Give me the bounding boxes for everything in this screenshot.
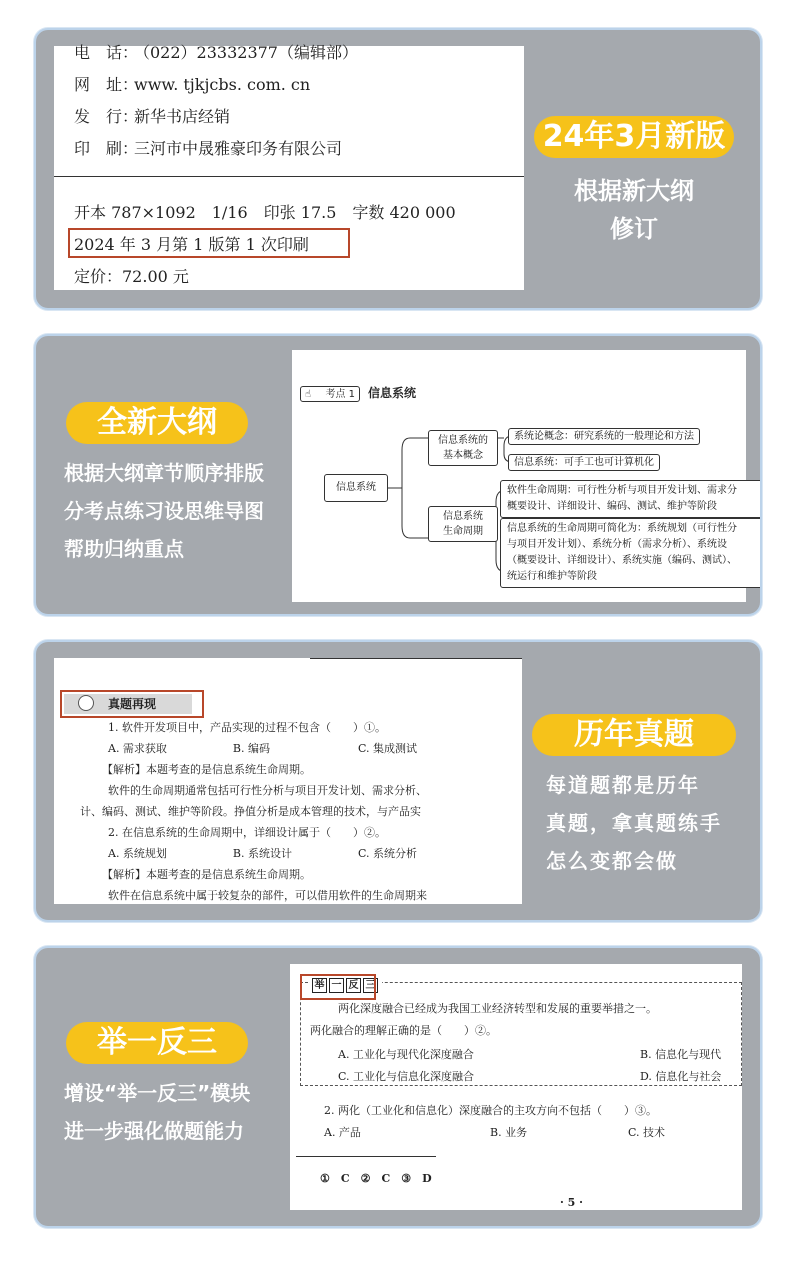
distribution-line: 发 行：新华书店经销 <box>74 107 231 126</box>
tag-highlight <box>300 974 376 1000</box>
point-title: 信息系统 <box>368 386 417 400</box>
spec-line: 开本 787×1092 1/16 印张 17.5 字数 420 000 <box>74 203 456 222</box>
answer-key: ① C ② C ③ D <box>320 1172 432 1185</box>
leaf-systems-theory: 系统论概念：研究系统的一般理论和方法 <box>508 428 700 445</box>
question-1: 1. 软件开发项目中，产品实现的过程不包含（ ）①。 <box>108 721 386 734</box>
leaf-software-lifecycle: 软件生命周期：可行性分析与项目开发计划、需求分 概要设计、详细设计、编码、测试、维护等阶段 <box>500 480 762 518</box>
exam-page <box>54 658 522 904</box>
price-line: 定价：72.00 元 <box>74 267 189 286</box>
branch-lifecycle: 信息系统 生命周期 <box>428 506 498 542</box>
card-new-edition <box>34 28 762 310</box>
practice-q1-option-b: B. 信息化与现代 <box>640 1048 722 1061</box>
new-outline-pill: 全新大纲 <box>66 402 248 444</box>
copyright-page <box>54 43 524 290</box>
tag-highlight <box>60 690 204 718</box>
analysis-1: 【解析】本题考查的是信息系统生命周期。 <box>102 763 311 776</box>
practice-q1-stem-2: 两化融合的理解正确的是（ ）②。 <box>310 1024 497 1037</box>
practice-q1-option-c: C. 工业化与信息化深度融合 <box>338 1070 475 1083</box>
point-tag: ☝ 考点 1 <box>300 386 360 402</box>
analysis-1-body: 软件的生命周期通常包括可行性分析与项目开发计划、需求分析、 <box>108 784 427 797</box>
practice-q2-stem: 2. 两化（工业化和信息化）深度融合的主攻方向不包括（ ）③。 <box>324 1104 657 1117</box>
practice-q2-option-a: A. 产品 <box>324 1126 361 1139</box>
phone-line: 电 话：（022）23332377（编辑部） <box>74 43 358 62</box>
divider <box>54 176 524 177</box>
practice-q1-option-d: D. 信息化与社会 <box>640 1070 722 1083</box>
mindmap-page <box>292 350 746 602</box>
hand-icon: ☝ <box>305 389 312 400</box>
root-node: 信息系统 <box>324 474 388 502</box>
analysis-1-body-2: 计、编码、测试、维护等阶段。挣值分析是成本管理的技术，与产品实 <box>80 805 421 818</box>
new-outline-desc: 根据大纲章节顺序排版 分考点练习设思维导图 帮助归纳重点 <box>64 461 264 561</box>
new-edition-desc: 根据新大纲 修订 <box>574 177 694 243</box>
website-line: 网 址：www. tjkjcbs. com. cn <box>74 75 311 94</box>
analysis-2: 【解析】本题考查的是信息系统生命周期。 <box>102 868 311 881</box>
exam-tag: 真题再现 <box>64 694 192 714</box>
page-number: · 5 · <box>560 1196 583 1209</box>
leaf-simplified-lifecycle: 信息系统的生命周期可简化为：系统规划（可行性分 与项目开发计划）、系统分析（需求分析）、系统设 （概要设计、详细设计）、系统实施（编码、测试）、 统运行和维护等阶段 <box>500 518 762 588</box>
top-rule <box>310 658 522 659</box>
card-past-exams <box>34 640 762 922</box>
apply-knowledge-desc: 增设“举一反三”模块 进一步强化做题能力 <box>64 1081 251 1143</box>
practice-q2-option-b: B. 业务 <box>490 1126 528 1139</box>
leaf-information-system: 信息系统：可手工也可计算机化 <box>508 454 660 471</box>
printer-line: 印 刷：三河市中晟雅豪印务有限公司 <box>74 139 343 158</box>
answer-rule <box>296 1156 436 1157</box>
question-2: 2. 在信息系统的生命周期中，详细设计属于（ ）②。 <box>108 826 386 839</box>
practice-q1-option-a: A. 工业化与现代化深度融合 <box>338 1048 474 1061</box>
new-edition-pill: 24年3月新版 <box>534 116 734 158</box>
practice-tag: 举 一 反 三 <box>310 978 382 993</box>
practice-q1-stem: 两化深度融合已经成为我国工业经济转型和发展的重要举措之一。 <box>338 1002 657 1015</box>
past-exams-desc: 每道题都是历年 真题，拿真题练手 怎么变都会做 <box>546 773 722 873</box>
question-2-options: A. 系统规划 B. 系统设计 C. 系统分析 <box>108 847 418 860</box>
edition-line: 2024 年 3 月第 1 版第 1 次印刷 <box>74 235 309 254</box>
apply-knowledge-pill: 举一反三 <box>66 1022 248 1064</box>
card-new-outline <box>34 334 762 616</box>
question-1-options: A. 需求获取 B. 编码 C. 集成测试 <box>108 742 418 755</box>
practice-q2-option-c: C. 技术 <box>628 1126 666 1139</box>
practice-page <box>290 964 742 1210</box>
analysis-2-body: 软件在信息系统中属于较复杂的部件，可以借用软件的生命周期来 <box>108 889 427 902</box>
edition-highlight <box>68 228 350 258</box>
past-exams-pill: 历年真题 <box>532 714 736 756</box>
branch-basic-concepts: 信息系统的 基本概念 <box>428 430 498 466</box>
card-apply-knowledge <box>34 946 762 1228</box>
